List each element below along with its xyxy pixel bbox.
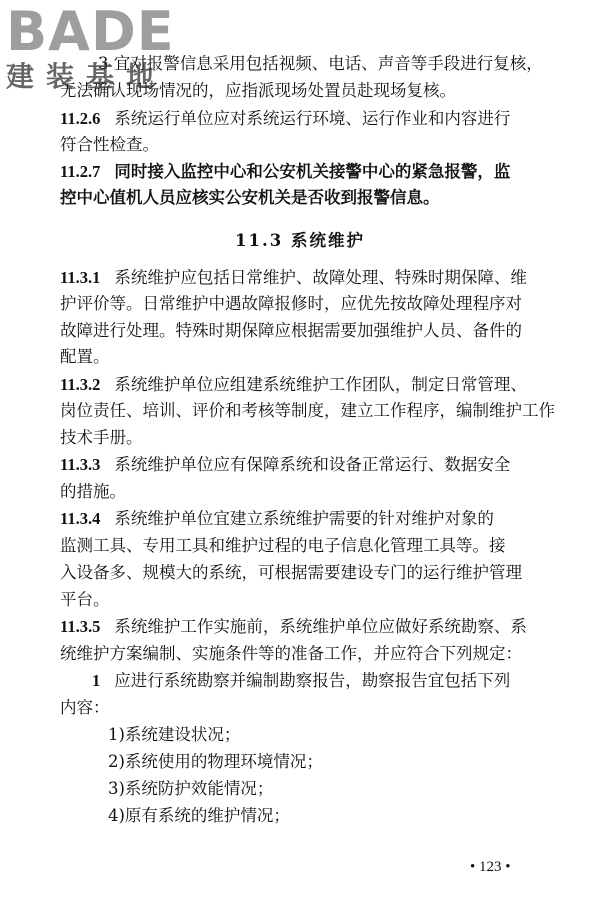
clause-text: 同时接入监控中心和公安机关接警中心的紧急报警，监: [114, 162, 511, 181]
clause-text: 系统维护工作实施前，系统维护单位应做好系统勘察、系: [114, 617, 527, 636]
text-line: 无法确认现场情况的，应指派现场处置员赴现场复核。: [60, 81, 456, 100]
clause-text: 系统维护单位应组建系统维护工作团队，制定日常管理、: [114, 375, 527, 394]
sub-item: 1)系统建设状况；: [108, 725, 241, 744]
clause-11-2-6: [60, 108, 560, 130]
clause-number: 11.3.3: [60, 455, 101, 474]
text-line: 的措施。: [60, 482, 126, 501]
text-line: 平台。: [60, 590, 110, 609]
text-line: 配置。: [60, 347, 110, 366]
text-line: 护评价等。日常维护中遇故障报修时，应优先按故障处理程序对: [60, 294, 522, 313]
list-item-1: [92, 670, 592, 692]
text-line: 监测工具、专用工具和维护过程的电子信息化管理工具等。接: [60, 536, 506, 555]
clause-number: 11.3.1: [60, 268, 101, 287]
clause-text: 系统维护单位宜建立系统维护需要的针对维护对象的: [114, 509, 494, 528]
clause-11-2-7: [60, 161, 560, 183]
text-line: 控中心值机人员应核实公安机关是否收到报警信息。: [60, 188, 440, 207]
text-line: 入设备多、规模大的系统，可根据需要建设专门的运行维护管理: [60, 563, 522, 582]
text-line: 技术手册。: [60, 428, 143, 447]
section-heading: 11.3 系统维护: [235, 231, 365, 250]
clause-text: 系统维护应包括日常维护、故障处理、特殊时期保障、维: [114, 268, 527, 287]
clause-11-3-5: [60, 616, 560, 638]
clause-number: 11.2.6: [60, 109, 101, 128]
text-line: 3 宜对报警信息采用包括视频、电话、声音等手段进行复核，: [98, 54, 543, 73]
clause-text: 系统运行单位应对系统运行环境、运行作业和内容进行: [114, 109, 511, 128]
clause-number: 11.3.5: [60, 617, 101, 636]
text-line: 故障进行处理。特殊时期保障应根据需要加强维护人员、备件的: [60, 321, 522, 340]
logo-mark: BADE: [6, 0, 175, 63]
text-line: 统维护方案编制、实施条件等的准备工作，并应符合下列规定：: [60, 644, 522, 663]
clause-11-3-3: [60, 454, 560, 476]
text-line: 岗位责任、培训、评价和考核等制度，建立工作程序，编制维护工作: [60, 401, 555, 420]
text-line: 内容：: [60, 698, 110, 717]
page-number: • 123 •: [470, 859, 511, 875]
clause-11-3-2: [60, 374, 560, 396]
clause-11-3-4: [60, 508, 560, 530]
sub-item: 4)原有系统的维护情况；: [108, 806, 290, 825]
clause-number: 11.3.2: [60, 375, 101, 394]
clause-text: 系统维护单位应有保障系统和设备正常运行、数据安全: [114, 455, 511, 474]
sub-item: 3)系统防护效能情况；: [108, 779, 274, 798]
watermark-logo: [6, 0, 175, 94]
clause-11-3-1: [60, 267, 560, 289]
logo-subtitle: 建装基地: [6, 60, 167, 93]
item-number: 1: [92, 671, 101, 690]
clause-number: 11.2.7: [60, 162, 101, 181]
sub-item: 2)系统使用的物理环境情况；: [108, 752, 323, 771]
clause-number: 11.3.4: [60, 509, 101, 528]
text-line: 符合性检查。: [60, 135, 159, 154]
item-text: 应进行系统勘察并编制勘察报告，勘察报告宜包括下列: [114, 671, 511, 690]
